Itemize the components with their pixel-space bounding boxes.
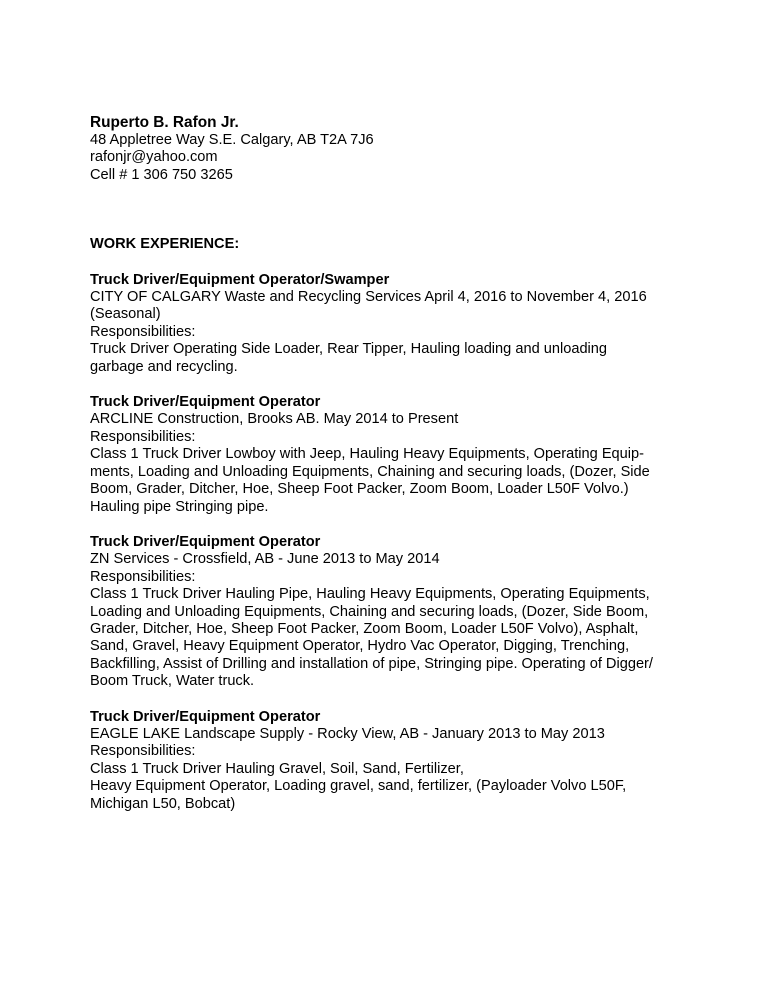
job-detail-line: ZN Services - Crossfield, AB - June 2013 to May 2014 <box>90 551 440 568</box>
job-detail-line: Responsibilities: <box>90 428 196 445</box>
job-detail-line: Michigan L50, Bobcat) <box>90 795 236 812</box>
job-detail-line: Backfilling, Assist of Drilling and installation of pipe, Stringing pipe. Operating of Digger/ <box>90 655 653 672</box>
resume-content <box>90 114 680 813</box>
job-detail-line: (Seasonal) <box>90 306 161 323</box>
job-title: Truck Driver/Equipment Operator <box>90 533 321 550</box>
job-detail-line: Responsibilities: <box>90 323 196 340</box>
job-title: Truck Driver/Equipment Operator <box>90 394 321 411</box>
applicant-name: Ruperto B. Rafon Jr. <box>90 114 239 131</box>
job-detail-line: Heavy Equipment Operator, Loading gravel, sand, fertilizer, (Payloader Volvo L50F, <box>90 778 627 795</box>
job-entry <box>90 394 680 516</box>
address-line: 48 Appletree Way S.E. Calgary, AB T2A 7J6 <box>90 132 374 148</box>
job-detail-line: Grader, Ditcher, Hoe, Sheep Foot Packer, Zoom Boom, Loader L50F Volvo), Asphalt, <box>90 620 639 637</box>
job-detail-line: Responsibilities: <box>90 568 196 585</box>
job-entry <box>90 709 680 813</box>
job-detail-line: ARCLINE Construction, Brooks AB. May 2014 to Present <box>90 411 459 428</box>
job-detail-line: EAGLE LAKE Landscape Supply - Rocky View, AB - January 2013 to May 2013 <box>90 725 605 742</box>
job-detail-line: Class 1 Truck Driver Hauling Pipe, Hauling Heavy Equipments, Operating Equipments, <box>90 586 650 603</box>
job-detail-line: Class 1 Truck Driver Lowboy with Jeep, Hauling Heavy Equipments, Operating Equip- <box>90 446 645 463</box>
job-detail-line: Truck Driver Operating Side Loader, Rear Tipper, Hauling loading and unloading <box>90 341 608 358</box>
job-detail-line: ments, Loading and Unloading Equipments, Chaining and securing loads, (Dozer, Side <box>90 463 650 480</box>
job-title: Truck Driver/Equipment Operator/Swamper <box>90 271 390 288</box>
job-detail-line: Sand, Gravel, Heavy Equipment Operator, Hydro Vac Operator, Digging, Trenching, <box>90 638 630 655</box>
job-list <box>90 272 680 813</box>
phone-line: Cell # 1 306 750 3265 <box>90 166 233 183</box>
job-detail-line: Hauling pipe Stringing pipe. <box>90 498 269 515</box>
job-title: Truck Driver/Equipment Operator <box>90 708 321 725</box>
job-detail-line: Class 1 Truck Driver Hauling Gravel, Soil, Sand, Fertilizer, <box>90 760 464 777</box>
email-line: rafonjr@yahoo.com <box>90 149 218 166</box>
job-detail-line: Loading and Unloading Equipments, Chaining and securing loads, (Dozer, Side Boom, <box>90 603 649 620</box>
job-detail-line: Responsibilities: <box>90 743 196 760</box>
job-detail-line: garbage and recycling. <box>90 358 238 375</box>
job-detail-line: Boom, Grader, Ditcher, Hoe, Sheep Foot Packer, Zoom Boom, Loader L50F Volvo.) <box>90 481 629 498</box>
job-detail-line: CITY OF CALGARY Waste and Recycling Services April 4, 2016 to November 4, 2016 <box>90 289 647 306</box>
job-entry <box>90 534 680 691</box>
job-detail-line: Boom Truck, Water truck. <box>90 673 255 690</box>
job-entry <box>90 272 680 376</box>
work-experience-heading: WORK EXPERIENCE: <box>90 236 240 253</box>
